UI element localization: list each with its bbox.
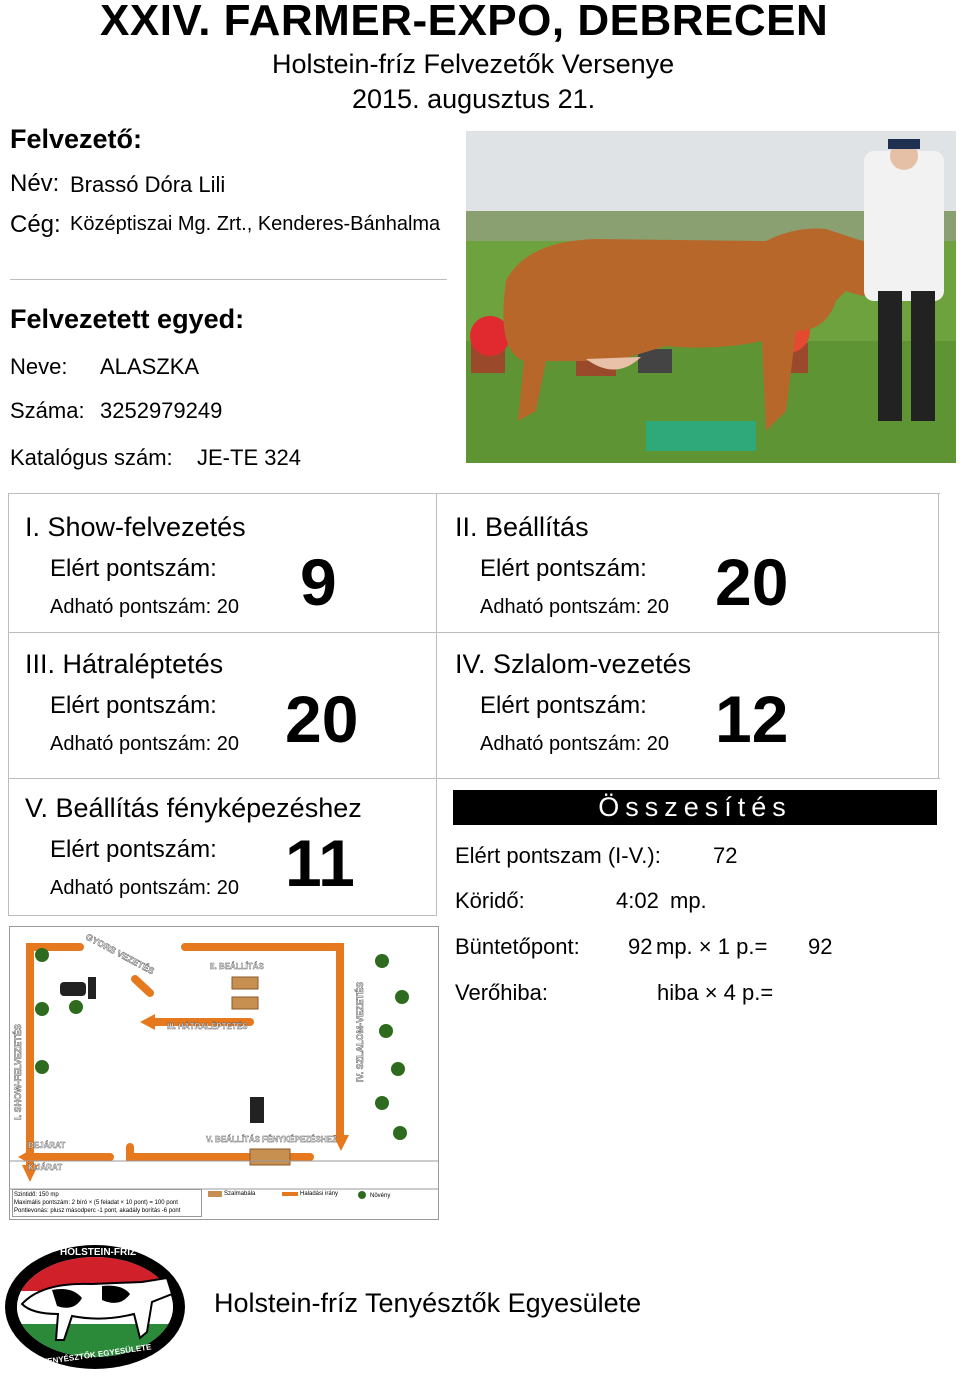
category-score: 12 xyxy=(715,682,789,756)
lap-time-unit: mp. xyxy=(670,888,707,913)
grid-line xyxy=(938,493,939,779)
logo-top-text: HOLSTEIN-FRÍZ xyxy=(60,1247,137,1258)
max-label: Adható pontszám: 20 xyxy=(480,733,670,755)
grid-line xyxy=(8,915,436,916)
handler-company: Középtiszai Mg. Zrt., Kenderes-Bánhalma xyxy=(70,213,441,235)
course-note: Pontlevonás: plusz másodperc -1 pont, akadály borítás -6 pont xyxy=(14,1208,181,1214)
arrow-legend-icon xyxy=(282,1192,298,1196)
animal-section-label: Felvezetett egyed: xyxy=(10,304,245,334)
summary-total: 72 xyxy=(713,843,738,868)
summary-title: Összesítés xyxy=(453,790,937,825)
penalty-total: 92 xyxy=(808,934,833,959)
category-score: 9 xyxy=(300,545,337,619)
lap-time: 4:02 xyxy=(616,888,659,913)
max-label: Adható pontszám: 20 xyxy=(50,733,240,755)
event-date: 2015. augusztus 21. xyxy=(352,84,596,114)
grid-line xyxy=(8,493,940,494)
association-logo xyxy=(2,1242,188,1372)
grid-line xyxy=(436,493,437,916)
grid-line xyxy=(8,493,9,916)
course-label: IV. SZLALOM-VEZETÉS xyxy=(355,981,366,1083)
course-label: GYORS VEZETÉS xyxy=(84,931,156,977)
course-label: III. HÁTRALÉPTETÉS xyxy=(167,1022,248,1031)
event-title: XXIV. FARMER-EXPO, DEBRECEN xyxy=(100,0,829,45)
category-score: 20 xyxy=(285,682,359,756)
legend-direction: Haladási irány xyxy=(300,1191,339,1197)
logo-bottom-text: TENYÉSZTŐK EGYESÜLETE xyxy=(41,1342,152,1367)
bale-legend-icon xyxy=(208,1191,222,1197)
error-formula: hiba × 4 p.= xyxy=(657,980,774,1005)
earned-label: Elért pontszám: xyxy=(480,692,647,719)
animal-name: ALASZKA xyxy=(100,354,200,379)
grid-line xyxy=(8,778,940,779)
summary-total-label: Elért pontszam (I-V.): xyxy=(455,843,661,868)
legend-plant: Növény xyxy=(370,1193,391,1199)
course-label: BEJÁRAT xyxy=(28,1141,66,1150)
category-title: III. Hátraléptetés xyxy=(25,649,224,679)
category-score: 20 xyxy=(715,545,789,619)
course-label: II. BEÁLLÍTÁS xyxy=(210,962,264,971)
plant-legend-icon xyxy=(358,1191,366,1199)
earned-label: Elért pontszám: xyxy=(50,555,217,582)
category-title: II. Beállítás xyxy=(455,512,589,542)
penalty-seconds: 92 xyxy=(628,934,653,959)
course-diagram xyxy=(9,926,439,1220)
category-score: 11 xyxy=(285,826,355,900)
course-label: I. SHOW-FELVEZETÉS xyxy=(12,1024,23,1120)
category-title: V. Beállítás fényképezéshez xyxy=(25,793,362,823)
course-label: V. BEÁLLÍTÁS FÉNYKÉPEZÉSHEZ xyxy=(206,1135,337,1144)
event-subtitle: Holstein-fríz Felvezetők Versenye xyxy=(272,49,675,79)
category-title: IV. Szlalom-vezetés xyxy=(455,649,692,679)
lap-time-label: Köridő: xyxy=(455,888,525,913)
animal-number: 3252979249 xyxy=(100,398,223,423)
handler-section-label: Felvezető: xyxy=(10,124,143,154)
earned-label: Elért pontszám: xyxy=(480,555,647,582)
course-note: Maximális pontszám: 2 bíró × (5 feladat × 10 pont) = 100 pont xyxy=(14,1200,178,1206)
cow-photo xyxy=(466,131,956,463)
max-label: Adható pontszám: 20 xyxy=(480,596,670,618)
course-note: Szintidő: 150 mp xyxy=(14,1192,59,1198)
animal-name-label: Neve: xyxy=(10,354,68,379)
penalty-formula: mp. × 1 p.= xyxy=(656,934,768,959)
max-label: Adható pontszám: 20 xyxy=(50,877,240,899)
handler-company-label: Cég: xyxy=(10,211,61,238)
max-label: Adható pontszám: 20 xyxy=(50,596,240,618)
category-title: I. Show-felvezetés xyxy=(25,512,246,542)
penalty-label: Büntetőpont: xyxy=(455,934,580,959)
earned-label: Elért pontszám: xyxy=(50,836,217,863)
legend-bale: Szalmabála xyxy=(224,1191,256,1197)
handler-name-label: Név: xyxy=(10,170,60,197)
divider xyxy=(10,279,447,280)
earned-label: Elért pontszám: xyxy=(50,692,217,719)
animal-catalog: JE-TE 324 xyxy=(197,445,301,470)
animal-number-label: Száma: xyxy=(10,398,85,423)
footer-org: Holstein-fríz Tenyésztők Egyesülete xyxy=(214,1288,642,1318)
course-label: KIJÁRAT xyxy=(28,1163,63,1172)
handler-name: Brassó Dóra Lili xyxy=(70,172,226,197)
grid-line xyxy=(8,632,940,633)
animal-catalog-label: Katalógus szám: xyxy=(10,445,173,470)
course-notes xyxy=(12,1189,202,1217)
error-label: Verőhiba: xyxy=(455,980,548,1005)
